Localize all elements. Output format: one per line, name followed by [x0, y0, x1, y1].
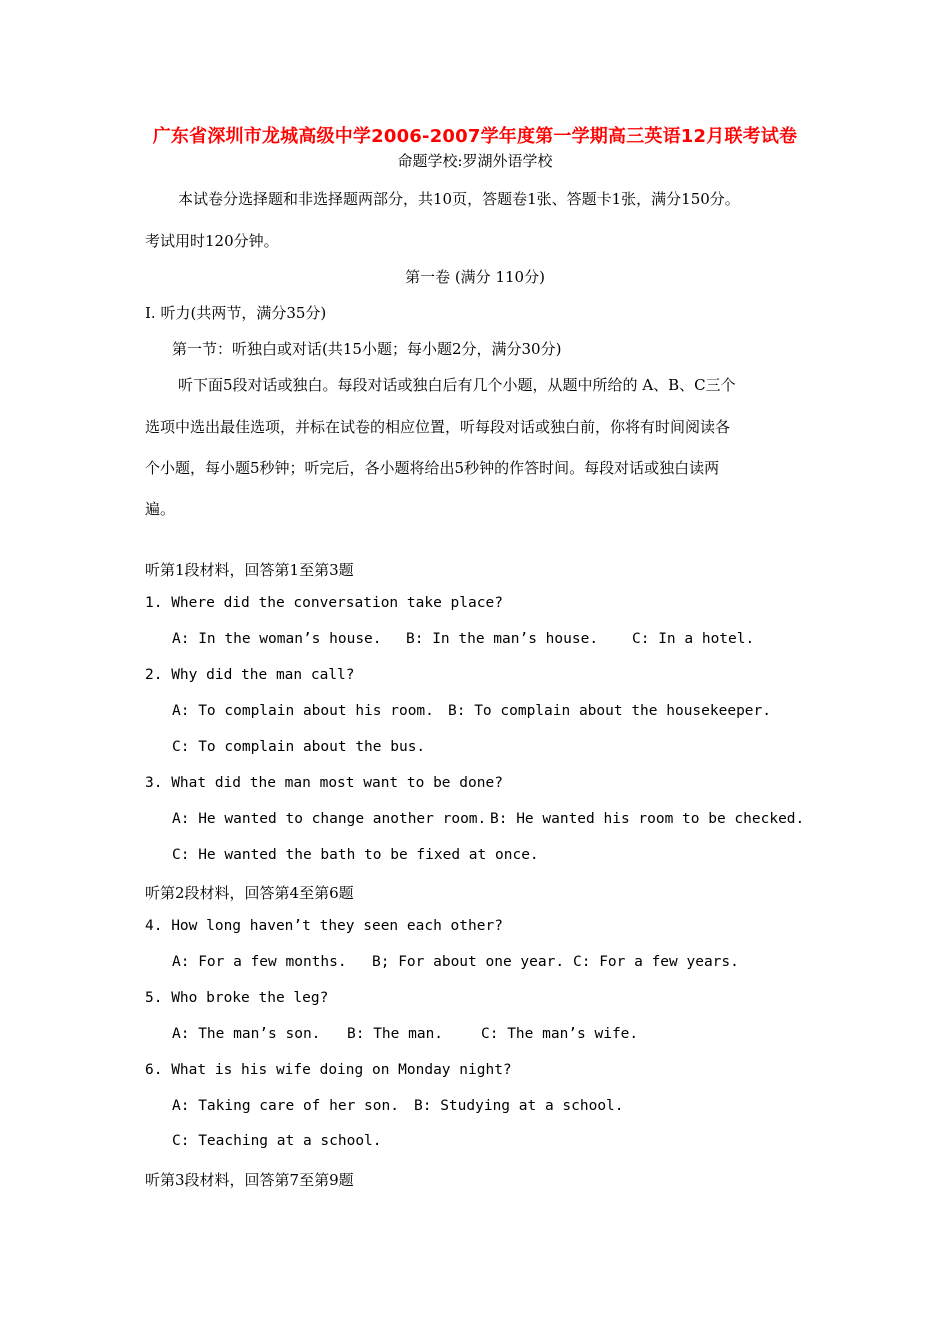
question-stem: 6. What is his wife doing on Monday night?	[145, 1062, 512, 1078]
instructions-line: 听下面5段对话或独白。每段对话或独白后有几个小题，从题中所给的 A、B、C三个	[178, 376, 736, 394]
option-c: C: In a hotel.	[632, 631, 755, 647]
question-options	[172, 1098, 624, 1114]
question-options	[172, 954, 739, 970]
instructions-line: 遍。	[145, 500, 176, 518]
volume-heading: 第一卷 (满分 110分)	[405, 268, 545, 286]
question-options	[172, 1026, 638, 1042]
option-a: A: The man’s son.	[172, 1026, 321, 1042]
option-c: C: He wanted the bath to be fixed at once.	[172, 847, 539, 863]
intro-line-2: 考试用时120分钟。	[145, 232, 279, 250]
question-stem: 3. What did the man most want to be done?	[145, 775, 503, 791]
passage-2-header: 听第2段材料，回答第4至第6题	[145, 884, 354, 902]
option-c: C: The man’s wife.	[481, 1026, 639, 1042]
question-stem: 5. Who broke the leg?	[145, 990, 329, 1006]
passage-3-header: 听第3段材料，回答第7至第9题	[145, 1171, 354, 1189]
question-options	[172, 631, 754, 647]
question-stem: 1. Where did the conversation take place?	[145, 595, 503, 611]
option-a: A: To complain about his room.	[172, 703, 434, 719]
subsection-heading: 第一节：听独白或对话(共15小题；每小题2分，满分30分)	[172, 340, 562, 358]
option-c: C: To complain about the bus.	[172, 739, 426, 755]
document-title: 广东省深圳市龙城高级中学2006-2007学年度第一学期高三英语12月联考试卷	[152, 126, 798, 147]
question-stem: 2. Why did the man call?	[145, 667, 355, 683]
option-b: B: To complain about the housekeeper.	[448, 703, 772, 719]
option-c: C: For a few years.	[573, 954, 739, 970]
option-b: B; For about one year.	[372, 954, 565, 970]
section-heading: Ⅰ. 听力(共两节，满分35分)	[145, 304, 327, 322]
instructions-line: 选项中选出最佳选项，并标在试卷的相应位置，听每段对话或独白前，你将有时间阅读各	[145, 418, 731, 436]
option-a: A: In the woman’s house.	[172, 631, 382, 647]
document-subtitle: 命题学校:罗湖外语学校	[397, 152, 553, 170]
option-b: B: He wanted his room to be checked.	[490, 811, 805, 827]
intro-line-1: 本试卷分选择题和非选择题两部分，共10页，答题卷1张、答题卡1张，满分150分。	[178, 190, 740, 208]
question-options	[172, 811, 804, 827]
instructions-line: 个小题，每小题5秒钟；听完后，各小题将给出5秒钟的作答时间。每段对话或独白读两	[145, 459, 720, 477]
option-a: A: For a few months.	[172, 954, 347, 970]
option-a: A: He wanted to change another room.	[172, 811, 487, 827]
question-options	[172, 703, 771, 719]
option-b: B: In the man’s house.	[406, 631, 599, 647]
option-b: B: Studying at a school.	[414, 1098, 624, 1114]
option-c: C: Teaching at a school.	[172, 1133, 382, 1149]
option-a: A: Taking care of her son.	[172, 1098, 399, 1114]
passage-1-header: 听第1段材料，回答第1至第3题	[145, 561, 354, 579]
question-stem: 4. How long haven’t they seen each other?	[145, 918, 503, 934]
option-b: B: The man.	[347, 1026, 444, 1042]
